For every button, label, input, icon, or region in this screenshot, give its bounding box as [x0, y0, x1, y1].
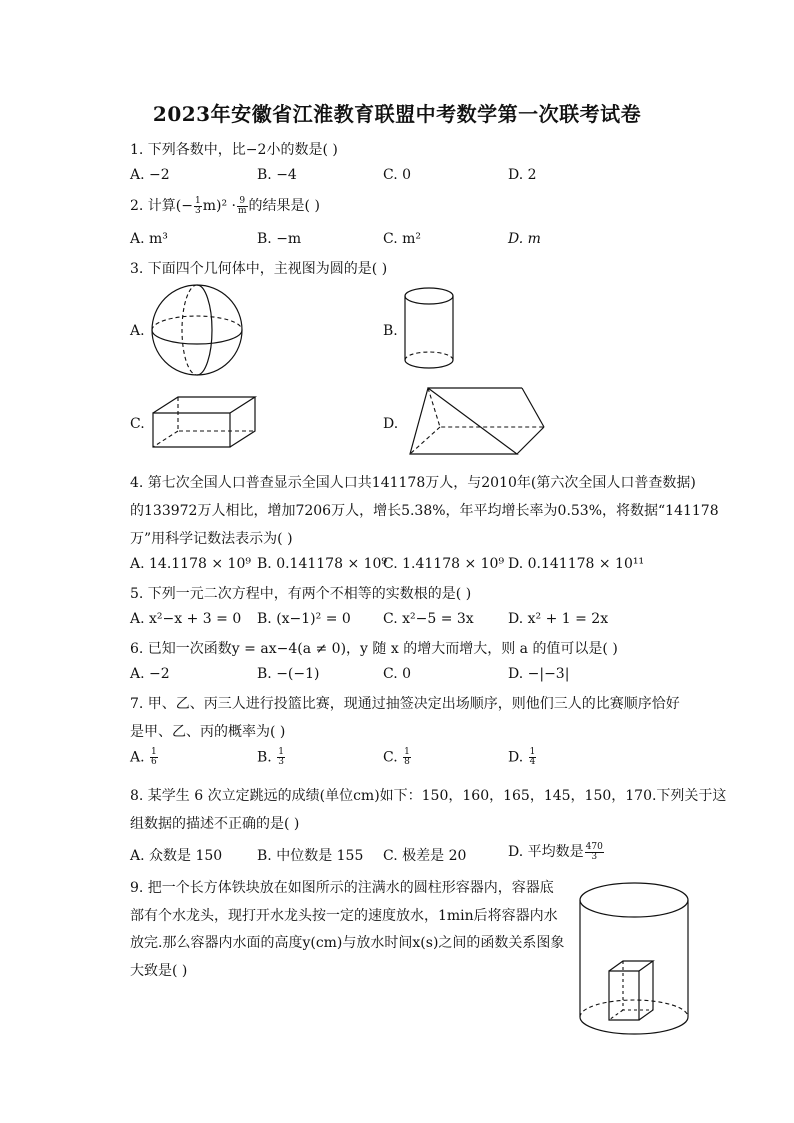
- q4-option-c: C. 1.41178 × 10⁹: [383, 556, 505, 572]
- q4-option-a: A. 14.1178 × 10⁹: [130, 556, 251, 572]
- question-7-line-2: 是甲、乙、丙的概率为( ): [130, 724, 286, 740]
- q7-c-num: 1: [404, 747, 410, 757]
- q2-option-b: B. −m: [257, 231, 302, 247]
- q7-option-b: [257, 748, 286, 767]
- question-9-line-4: 大致是( ): [130, 963, 188, 979]
- q6-option-b: B. −(−1): [257, 666, 320, 682]
- q7-d-den: 4: [529, 757, 536, 767]
- q8-option-b: B. 中位数是 155: [257, 848, 364, 864]
- q7-d-num: 1: [529, 747, 536, 757]
- sphere-figure: [148, 284, 248, 378]
- question-8-line-1: 8. 某学生 6 次立定跳远的成绩(单位cm)如下：150，160，165，145，150，170.下列关于这: [130, 788, 727, 804]
- q5-option-b: B. (x−1)² = 0: [257, 611, 351, 627]
- question-4-line-3: 万”用科学记数法表示为( ): [130, 531, 293, 547]
- q7-option-b-label: B.: [257, 749, 272, 766]
- q7-option-a: [130, 748, 159, 767]
- question-4-line-1: 4. 第七次全国人口普查显示全国人口共141178万人，与2010年(第六次全国人口普查数据): [130, 475, 696, 491]
- q5-option-c: C. x²−5 = 3x: [383, 611, 474, 627]
- q8-option-d: [508, 841, 605, 862]
- q2-stem-mid: m)² ·: [202, 198, 236, 214]
- q2-frac2-num: 9: [237, 197, 248, 207]
- q2-fraction-1: [194, 197, 202, 216]
- question-9-line-3: 放完.那么容器内水面的高度y(cm)与放水时间x(s)之间的函数关系图象: [130, 935, 565, 951]
- question-7-line-1: 7. 甲、乙、丙三人进行投篮比赛，现通过抽签决定出场顺序，则他们三人的比赛顺序恰好: [130, 696, 680, 712]
- question-1-stem: 1. 下列各数中，比−2小的数是( ): [130, 142, 338, 158]
- q7-option-c: [383, 748, 412, 767]
- q2-option-c: C. m²: [383, 231, 422, 247]
- q8-option-d-label: D. 平均数是: [508, 844, 584, 860]
- q7-option-a-label: A.: [130, 749, 145, 766]
- question-2-stem: [130, 195, 320, 216]
- q7-option-d-label: D.: [508, 749, 524, 766]
- q5-option-d: D. x² + 1 = 2x: [508, 611, 609, 627]
- q1-option-b: B. −4: [257, 167, 297, 183]
- q8-option-a: A. 众数是 150: [130, 848, 223, 864]
- q2-frac1-den: 3: [195, 205, 201, 216]
- q7-option-c-label: C.: [383, 749, 398, 766]
- q1-option-a: A. −2: [130, 167, 170, 183]
- q2-option-a: A. m³: [130, 231, 168, 247]
- q4-option-b: B. 0.141178 × 10⁹: [257, 556, 388, 572]
- q7-b-den: 3: [278, 757, 284, 767]
- cuboid-figure: [150, 394, 262, 452]
- q3-label-d: D.: [383, 416, 399, 432]
- cylinder-figure: [400, 285, 460, 373]
- q7-option-d: [508, 748, 537, 767]
- q2-frac2-den: m: [237, 205, 247, 216]
- q7-a-num: 1: [151, 747, 157, 757]
- q2-fraction-2: [237, 197, 248, 216]
- question-9-line-2: 部有个水龙头，现打开水龙头按一定的速度放水，1min后将容器内水: [130, 908, 558, 924]
- q7-c-den: 8: [404, 757, 410, 767]
- q1-option-c: C. 0: [383, 167, 412, 183]
- q4-option-d: D. 0.141178 × 10¹¹: [508, 556, 645, 572]
- q8-d-num: 470: [585, 841, 603, 852]
- q7-option-b-fraction: [277, 748, 285, 767]
- q3-label-a: A.: [130, 323, 145, 339]
- q2-stem-pre: 2. 计算(−: [130, 198, 193, 214]
- q2-stem-post: 的结果是( ): [248, 198, 320, 214]
- q3-label-c: C.: [130, 416, 145, 432]
- q5-option-a: A. x²−x + 3 = 0: [130, 611, 242, 627]
- cylinder-container-figure: [577, 880, 695, 1040]
- q6-option-d: D. −|−3|: [508, 666, 570, 682]
- question-4-line-2: 的133972万人相比，增加7206万人，增长5.38%，年平均增长率为0.53%，将数据“141178: [130, 503, 719, 519]
- q6-option-c: C. 0: [383, 666, 412, 682]
- question-6-stem: 6. 已知一次函数y = ax−4(a ≠ 0)，y 随 x 的增大而增大，则 a 的值可以是( ): [130, 641, 618, 657]
- question-5-stem: 5. 下列一元二次方程中，有两个不相等的实数根的是( ): [130, 586, 472, 602]
- q8-option-c: C. 极差是 20: [383, 848, 467, 864]
- q2-frac1-num: 1: [195, 195, 201, 206]
- q7-option-c-fraction: [403, 748, 411, 767]
- q1-option-d: D. 2: [508, 167, 537, 183]
- triangular-prism-figure: [400, 383, 550, 461]
- question-8-line-2: 组数据的描述不正确的是( ): [130, 816, 300, 832]
- q7-option-d-fraction: [529, 748, 537, 767]
- q8-d-den: 3: [591, 851, 598, 862]
- question-9-line-1: 9. 把一个长方体铁块放在如图所示的注满水的圆柱形容器内，容器底: [130, 880, 554, 896]
- q7-a-den: 6: [151, 757, 157, 767]
- q7-b-num: 1: [278, 747, 284, 757]
- q6-option-a: A. −2: [130, 666, 170, 682]
- q7-option-a-fraction: [150, 748, 158, 767]
- q3-label-b: B.: [383, 323, 398, 339]
- q8-option-d-fraction: [585, 843, 604, 862]
- q2-option-d: D. m: [508, 231, 541, 247]
- question-3-stem: 3. 下面四个几何体中，主视图为圆的是( ): [130, 261, 388, 277]
- page-title: 2023年安徽省江淮教育联盟中考数学第一次联考试卷: [152, 102, 642, 126]
